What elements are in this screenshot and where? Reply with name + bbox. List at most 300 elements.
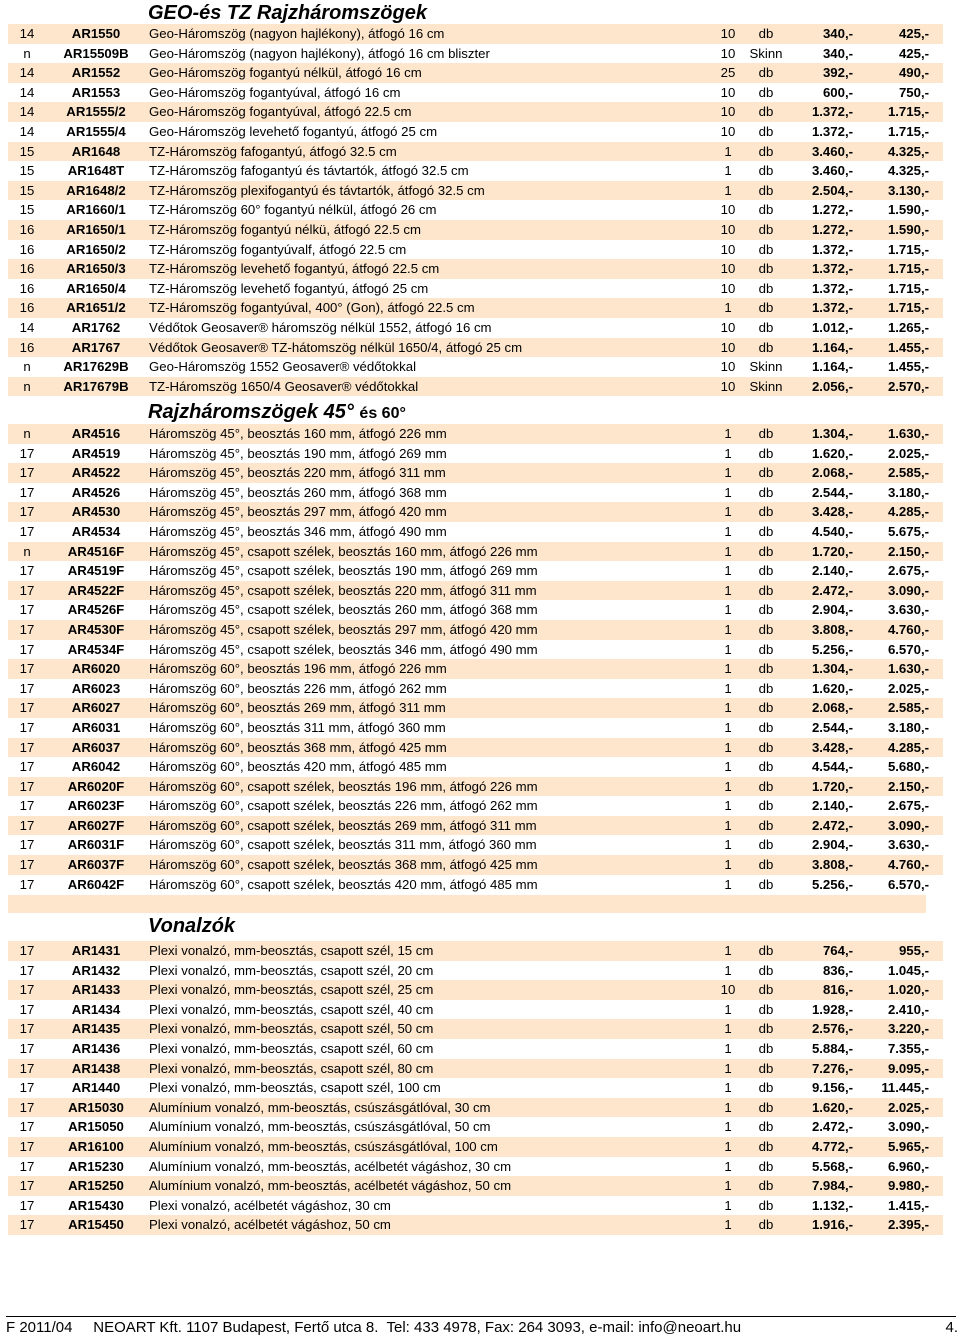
- description-cell: Háromszög 45°, beosztás 190 mm, átfogó 269 mm: [149, 445, 447, 461]
- group-cell: 17: [8, 698, 46, 718]
- net-price-cell: 1.372,-: [811, 280, 853, 296]
- unit-cell: db: [758, 123, 774, 139]
- unit-cell: db: [758, 837, 774, 853]
- group-cell: 17: [19, 1001, 35, 1017]
- group-cell: 17: [19, 759, 35, 775]
- net-price-cell: 1.720,-: [787, 542, 853, 562]
- gross-price-cell: 490,-: [853, 63, 943, 83]
- unit-cell: db: [745, 502, 787, 522]
- table-row: [8, 855, 943, 875]
- table-row: [8, 338, 943, 358]
- unit-cell: db: [758, 484, 774, 500]
- code-cell: AR17629B: [63, 359, 129, 375]
- unit-cell: db: [745, 777, 787, 797]
- code-cell: AR6037F: [46, 855, 146, 875]
- code-cell: AR15030: [46, 1098, 146, 1118]
- description-cell: Háromszög 60°, beosztás 311 mm, átfogó 360 mm: [149, 719, 446, 735]
- code-cell: AR4516F: [46, 542, 146, 562]
- quantity-cell: 10: [720, 280, 736, 296]
- unit-cell: db: [745, 102, 787, 122]
- gross-price-cell: 3.090,-: [887, 1119, 929, 1135]
- group-cell: 17: [19, 602, 35, 618]
- group-cell: n: [23, 359, 31, 375]
- quantity-cell: 1: [724, 523, 732, 539]
- net-price-cell: 4.544,-: [811, 759, 853, 775]
- gross-price-cell: 3.630,-: [887, 837, 929, 853]
- unit-cell: db: [745, 259, 787, 279]
- description-cell: TZ-Háromszög fogantyúvalf, átfogó 22.5 cm: [149, 241, 407, 257]
- code-cell: AR1650/2: [66, 241, 126, 257]
- code-cell: AR6042F: [67, 876, 125, 892]
- group-cell: 17: [8, 1019, 46, 1039]
- description-cell: Háromszög 45°, csapott szélek, beosztás 346 mm, átfogó 490 mm: [149, 641, 538, 657]
- code-cell: AR1550: [46, 24, 146, 44]
- description-cell: Háromszög 60°, csapott szélek, beosztás 226 mm, átfogó 262 mm: [149, 798, 538, 814]
- code-cell: AR6027F: [46, 816, 146, 836]
- price-table-vonalzok: [8, 941, 943, 1235]
- code-cell: AR1433: [46, 980, 146, 1000]
- gross-price-cell: 7.355,-: [887, 1040, 929, 1056]
- table-row: [8, 122, 943, 142]
- net-price-cell: 392,-: [787, 63, 853, 83]
- description-cell: Geo-Háromszög 1552 Geosaver® védőtokkal: [149, 359, 417, 375]
- gross-price-cell: 2.675,-: [887, 798, 929, 814]
- net-price-cell: 3.460,-: [787, 142, 853, 162]
- net-price-cell: 2.472,-: [787, 816, 853, 836]
- description-cell: Geo-Háromszög fogantyúval, átfogó 22.5 cm: [146, 102, 711, 122]
- page-number: 4.: [945, 1319, 958, 1336]
- description-cell: Plexi vonalzó, acélbetét vágáshoz, 30 cm: [149, 1197, 391, 1213]
- table-row: [8, 1039, 943, 1059]
- description-cell: Háromszög 60°, csapott szélek, beosztás 196 mm, átfogó 226 mm: [146, 777, 711, 797]
- quantity-cell: 1: [711, 698, 745, 718]
- description-cell: Háromszög 45°, csapott szélek, beosztás 260 mm, átfogó 368 mm: [149, 602, 538, 618]
- net-price-cell: 2.504,-: [787, 181, 853, 201]
- quantity-cell: 1: [724, 1119, 732, 1135]
- quantity-cell: 10: [711, 24, 745, 44]
- description-cell: Háromszög 45°, csapott szélek, beosztás 297 mm, átfogó 420 mm: [146, 620, 711, 640]
- net-price-cell: 1.272,-: [787, 220, 853, 240]
- group-cell: n: [8, 377, 46, 397]
- page-footer: [6, 1319, 958, 1336]
- group-cell: 17: [19, 962, 35, 978]
- gross-price-cell: 5.680,-: [887, 759, 929, 775]
- group-cell: 17: [8, 1098, 46, 1118]
- code-cell: AR1431: [46, 941, 146, 961]
- unit-cell: db: [745, 620, 787, 640]
- unit-cell: db: [745, 63, 787, 83]
- section-title-geo-tz: GEO-és TZ Rajzháromszögek: [148, 2, 427, 24]
- table-row: [8, 142, 943, 162]
- table-row: [8, 279, 943, 299]
- group-cell: 17: [19, 1158, 35, 1174]
- unit-cell: db: [745, 542, 787, 562]
- gross-price-cell: 3.630,-: [887, 602, 929, 618]
- table-row: [8, 24, 943, 44]
- gross-price-cell: 2.585,-: [853, 463, 943, 483]
- unit-cell: db: [758, 1001, 774, 1017]
- net-price-cell: 2.904,-: [811, 837, 853, 853]
- code-cell: AR6027: [46, 698, 146, 718]
- unit-cell: db: [745, 181, 787, 201]
- quantity-cell: 1: [724, 876, 732, 892]
- net-price-cell: 1.720,-: [787, 777, 853, 797]
- table-row: [8, 240, 943, 260]
- table-row: [8, 835, 943, 855]
- quantity-cell: 1: [711, 1059, 745, 1079]
- table-row: [8, 1215, 943, 1235]
- description-cell: Plexi vonalzó, acélbetét vágáshoz, 50 cm: [146, 1215, 711, 1235]
- table-row: [8, 444, 943, 464]
- table-row: [8, 620, 943, 640]
- group-cell: 16: [19, 280, 35, 296]
- gross-price-cell: 5.675,-: [887, 523, 929, 539]
- group-cell: 14: [19, 123, 35, 139]
- code-cell: AR4534F: [67, 641, 125, 657]
- group-cell: 17: [8, 1176, 46, 1196]
- description-cell: TZ-Háromszög 1650/4 Geosaver® védőtokkal: [146, 377, 711, 397]
- description-cell: Háromszög 60°, beosztás 196 mm, átfogó 226 mm: [146, 659, 711, 679]
- description-cell: Plexi vonalzó, mm-beosztás, csapott szél, 25 cm: [146, 980, 711, 1000]
- group-cell: 17: [8, 738, 46, 758]
- gross-price-cell: 1.265,-: [887, 319, 929, 335]
- table-row: [8, 1019, 943, 1039]
- group-cell: 17: [8, 941, 46, 961]
- table-row: [8, 600, 943, 620]
- group-cell: 16: [8, 338, 46, 358]
- unit-cell: db: [758, 523, 774, 539]
- table-row: [8, 377, 943, 397]
- table-row: [8, 679, 943, 699]
- net-price-cell: 836,-: [822, 962, 853, 978]
- net-price-cell: 5.256,-: [811, 876, 853, 892]
- quantity-cell: 1: [711, 855, 745, 875]
- gross-price-cell: 9.980,-: [853, 1176, 943, 1196]
- quantity-cell: 1: [711, 542, 745, 562]
- group-cell: 17: [8, 1059, 46, 1079]
- table-row: [8, 1157, 943, 1177]
- group-cell: 17: [8, 581, 46, 601]
- unit-cell: db: [758, 1040, 774, 1056]
- table-row: [8, 298, 943, 318]
- description-cell: TZ-Háromszög fogantyúval, 400° (Gon), átfogó 22.5 cm: [146, 298, 711, 318]
- gross-price-cell: 2.395,-: [853, 1215, 943, 1235]
- table-row: [8, 659, 943, 679]
- table-row: [8, 1196, 943, 1216]
- description-cell: Alumínium vonalzó, mm-beosztás, acélbetét vágáshoz, 50 cm: [146, 1176, 711, 1196]
- table-row: [8, 1117, 943, 1137]
- net-price-cell: 1.304,-: [787, 659, 853, 679]
- quantity-cell: 1: [711, 298, 745, 318]
- code-cell: AR1648: [46, 142, 146, 162]
- unit-cell: db: [758, 1197, 774, 1213]
- quantity-cell: 1: [711, 581, 745, 601]
- group-cell: 17: [19, 798, 35, 814]
- gross-price-cell: 1.630,-: [853, 424, 943, 444]
- gross-price-cell: 1.630,-: [853, 659, 943, 679]
- code-cell: AR1650/3: [46, 259, 146, 279]
- section-title-main: Rajzháromszögek 45°: [148, 401, 354, 423]
- gross-price-cell: 1.590,-: [887, 202, 929, 218]
- quantity-cell: 10: [720, 45, 736, 61]
- net-price-cell: 3.428,-: [787, 502, 853, 522]
- quantity-cell: 10: [711, 102, 745, 122]
- group-cell: 14: [19, 319, 35, 335]
- quantity-cell: 1: [711, 1098, 745, 1118]
- section-title-suffix: és 60°: [359, 405, 406, 422]
- group-cell: 17: [19, 641, 35, 657]
- net-price-cell: 2.056,-: [787, 377, 853, 397]
- quantity-cell: 1: [711, 816, 745, 836]
- quantity-cell: 1: [711, 1215, 745, 1235]
- quantity-cell: 1: [711, 424, 745, 444]
- gross-price-cell: 6.570,-: [887, 641, 929, 657]
- group-cell: 17: [8, 1137, 46, 1157]
- table-row: [8, 757, 943, 777]
- table-row: [8, 161, 943, 181]
- description-cell: Geo-Háromszög (nagyon hajlékony), átfogó 16 cm bliszter: [149, 45, 490, 61]
- footer-company-info: F 2011/04 NEOART Kft. 1107 Budapest, Fertő utca 8. Tel: 433 4978, Fax: 264 3093, e-mail: info@neoart.hu: [6, 1319, 742, 1336]
- description-cell: Háromszög 60°, beosztás 420 mm, átfogó 485 mm: [149, 759, 447, 775]
- description-cell: Háromszög 45°, csapott szélek, beosztás 190 mm, átfogó 269 mm: [149, 563, 538, 579]
- description-cell: Plexi vonalzó, mm-beosztás, csapott szél, 60 cm: [149, 1040, 434, 1056]
- net-price-cell: 1.372,-: [787, 102, 853, 122]
- gross-price-cell: 2.410,-: [887, 1001, 929, 1017]
- group-cell: 17: [19, 837, 35, 853]
- code-cell: AR15509B: [63, 45, 129, 61]
- net-price-cell: 600,-: [822, 84, 853, 100]
- code-cell: AR6020F: [46, 777, 146, 797]
- unit-cell: db: [745, 659, 787, 679]
- table-row: [8, 961, 943, 981]
- price-table-45-60: [8, 424, 943, 894]
- quantity-cell: 1: [724, 837, 732, 853]
- quantity-cell: 1: [724, 1080, 732, 1096]
- group-cell: 17: [19, 445, 35, 461]
- description-cell: Háromszög 45°, beosztás 160 mm, átfogó 226 mm: [146, 424, 711, 444]
- group-cell: n: [8, 424, 46, 444]
- net-price-cell: 2.904,-: [811, 602, 853, 618]
- group-cell: 15: [19, 163, 35, 179]
- gross-price-cell: 6.570,-: [887, 876, 929, 892]
- table-row: [8, 581, 943, 601]
- gross-price-cell: 1.455,-: [853, 338, 943, 358]
- group-cell: 17: [8, 659, 46, 679]
- net-price-cell: 2.068,-: [787, 463, 853, 483]
- net-price-cell: 1.928,-: [811, 1001, 853, 1017]
- unit-cell: db: [745, 1019, 787, 1039]
- table-row: [8, 220, 943, 240]
- net-price-cell: 1.372,-: [811, 241, 853, 257]
- quantity-cell: 1: [724, 680, 732, 696]
- table-row: [8, 875, 943, 895]
- quantity-cell: 1: [711, 142, 745, 162]
- net-price-cell: 1.916,-: [787, 1215, 853, 1235]
- gross-price-cell: 2.675,-: [887, 563, 929, 579]
- gross-price-cell: 2.585,-: [853, 698, 943, 718]
- unit-cell: db: [758, 202, 774, 218]
- group-cell: 14: [8, 24, 46, 44]
- unit-cell: db: [745, 1176, 787, 1196]
- quantity-cell: 1: [711, 181, 745, 201]
- net-price-cell: 2.544,-: [811, 719, 853, 735]
- gross-price-cell: 1.045,-: [887, 962, 929, 978]
- code-cell: AR1762: [71, 319, 121, 335]
- group-cell: 17: [19, 1197, 35, 1213]
- quantity-cell: 10: [711, 338, 745, 358]
- description-cell: Védőtok Geosaver® TZ-hátomszög nélkül 1650/4, átfogó 25 cm: [146, 338, 711, 358]
- unit-cell: db: [758, 759, 774, 775]
- group-cell: 17: [8, 1215, 46, 1235]
- unit-cell: db: [745, 855, 787, 875]
- gross-price-cell: 1.020,-: [853, 980, 943, 1000]
- gross-price-cell: 11.445,-: [881, 1080, 929, 1096]
- unit-cell: db: [745, 1215, 787, 1235]
- table-row: [8, 259, 943, 279]
- quantity-cell: 1: [724, 962, 732, 978]
- group-cell: 15: [8, 142, 46, 162]
- description-cell: TZ-Háromszög fafogantyú, átfogó 32.5 cm: [146, 142, 711, 162]
- net-price-cell: 2.140,-: [811, 798, 853, 814]
- code-cell: AR4519F: [67, 563, 125, 579]
- table-row: [8, 561, 943, 581]
- net-price-cell: 1.132,-: [811, 1197, 853, 1213]
- group-cell: 17: [8, 816, 46, 836]
- code-cell: AR6023F: [67, 798, 125, 814]
- unit-cell: db: [745, 581, 787, 601]
- quantity-cell: 10: [720, 123, 736, 139]
- group-cell: 17: [8, 502, 46, 522]
- section-title-vonalzok: Vonalzók: [148, 915, 236, 937]
- group-cell: 15: [19, 202, 35, 218]
- unit-cell: db: [758, 319, 774, 335]
- unit-cell: db: [758, 719, 774, 735]
- table-row: [8, 796, 943, 816]
- code-cell: AR1767: [46, 338, 146, 358]
- code-cell: AR17679B: [46, 377, 146, 397]
- group-cell: 17: [19, 719, 35, 735]
- group-cell: 16: [8, 220, 46, 240]
- net-price-cell: 4.772,-: [787, 1137, 853, 1157]
- group-cell: 17: [19, 876, 35, 892]
- gross-price-cell: 1.715,-: [853, 102, 943, 122]
- code-cell: AR4530: [46, 502, 146, 522]
- quantity-cell: 1: [724, 1158, 732, 1174]
- group-cell: 14: [8, 102, 46, 122]
- description-cell: Háromszög 60°, beosztás 368 mm, átfogó 425 mm: [146, 738, 711, 758]
- group-cell: n: [23, 45, 31, 61]
- net-price-cell: 1.372,-: [787, 259, 853, 279]
- quantity-cell: 10: [720, 202, 736, 218]
- gross-price-cell: 2.025,-: [887, 680, 929, 696]
- table-row: [8, 1059, 943, 1079]
- unit-cell: db: [758, 241, 774, 257]
- unit-cell: db: [745, 941, 787, 961]
- net-price-cell: 5.568,-: [811, 1158, 853, 1174]
- quantity-cell: 10: [720, 359, 736, 375]
- unit-cell: db: [758, 280, 774, 296]
- code-cell: AR6020: [46, 659, 146, 679]
- quantity-cell: 10: [711, 377, 745, 397]
- table-row: [8, 1000, 943, 1020]
- group-cell: n: [8, 542, 46, 562]
- net-price-cell: 340,-: [787, 24, 853, 44]
- code-cell: AR4530F: [46, 620, 146, 640]
- code-cell: AR1440: [71, 1080, 121, 1096]
- gross-price-cell: 4.325,-: [887, 163, 929, 179]
- description-cell: Geo-Háromszög fogantyú nélkül, átfogó 16 cm: [146, 63, 711, 83]
- quantity-cell: 1: [711, 1019, 745, 1039]
- code-cell: AR1432: [71, 962, 121, 978]
- gross-price-cell: 3.220,-: [853, 1019, 943, 1039]
- unit-cell: db: [745, 816, 787, 836]
- quantity-cell: 1: [724, 798, 732, 814]
- code-cell: AR15050: [68, 1119, 124, 1135]
- gross-price-cell: 425,-: [898, 45, 929, 61]
- table-row: [8, 102, 943, 122]
- gross-price-cell: 1.415,-: [887, 1197, 929, 1213]
- table-row: [8, 777, 943, 797]
- code-cell: AR15250: [46, 1176, 146, 1196]
- group-cell: 17: [8, 855, 46, 875]
- group-cell: 17: [19, 523, 35, 539]
- description-cell: TZ-Háromszög levehető fogantyú, átfogó 25 cm: [149, 280, 429, 296]
- quantity-cell: 1: [724, 484, 732, 500]
- net-price-cell: 764,-: [787, 941, 853, 961]
- table-row: [8, 502, 943, 522]
- table-row: [8, 463, 943, 483]
- code-cell: AR4516: [46, 424, 146, 444]
- unit-cell: db: [758, 84, 774, 100]
- net-price-cell: 3.428,-: [787, 738, 853, 758]
- description-cell: Alumínium vonalzó, mm-beosztás, csúszásgátlóval, 50 cm: [149, 1119, 491, 1135]
- description-cell: Háromszög 45°, csapott szélek, beosztás 160 mm, átfogó 226 mm: [146, 542, 711, 562]
- description-cell: Geo-Háromszög fogantyúval, átfogó 16 cm: [149, 84, 401, 100]
- net-price-cell: 3.808,-: [787, 620, 853, 640]
- gross-price-cell: 3.090,-: [853, 816, 943, 836]
- description-cell: Háromszög 45°, csapott szélek, beosztás 220 mm, átfogó 311 mm: [146, 581, 711, 601]
- unit-cell: Skinn: [749, 359, 783, 375]
- description-cell: Háromszög 60°, csapott szélek, beosztás 269 mm, átfogó 311 mm: [146, 816, 711, 836]
- section-title-45-60: [148, 401, 406, 424]
- code-cell: AR1434: [71, 1001, 121, 1017]
- table-row: [8, 483, 943, 503]
- quantity-cell: 1: [724, 445, 732, 461]
- table-row: [8, 816, 943, 836]
- group-cell: 17: [8, 620, 46, 640]
- quantity-cell: 1: [711, 502, 745, 522]
- code-cell: AR6031F: [67, 837, 125, 853]
- gross-price-cell: 1.590,-: [853, 220, 943, 240]
- gross-price-cell: 1.715,-: [853, 298, 943, 318]
- group-cell: 16: [8, 259, 46, 279]
- code-cell: AR6042: [71, 759, 121, 775]
- quantity-cell: 1: [711, 777, 745, 797]
- description-cell: Plexi vonalzó, mm-beosztás, csapott szél, 20 cm: [149, 962, 434, 978]
- gross-price-cell: 4.760,-: [853, 855, 943, 875]
- unit-cell: db: [745, 463, 787, 483]
- unit-cell: db: [745, 1137, 787, 1157]
- group-cell: 17: [19, 484, 35, 500]
- net-price-cell: 7.984,-: [787, 1176, 853, 1196]
- net-price-cell: 1.164,-: [811, 359, 853, 375]
- description-cell: TZ-Háromszög levehető fogantyú, átfogó 22.5 cm: [146, 259, 711, 279]
- gross-price-cell: 1.715,-: [887, 241, 929, 257]
- code-cell: AR1555/4: [66, 123, 126, 139]
- quantity-cell: 10: [711, 980, 745, 1000]
- table-row: [8, 522, 943, 542]
- unit-cell: db: [758, 1158, 774, 1174]
